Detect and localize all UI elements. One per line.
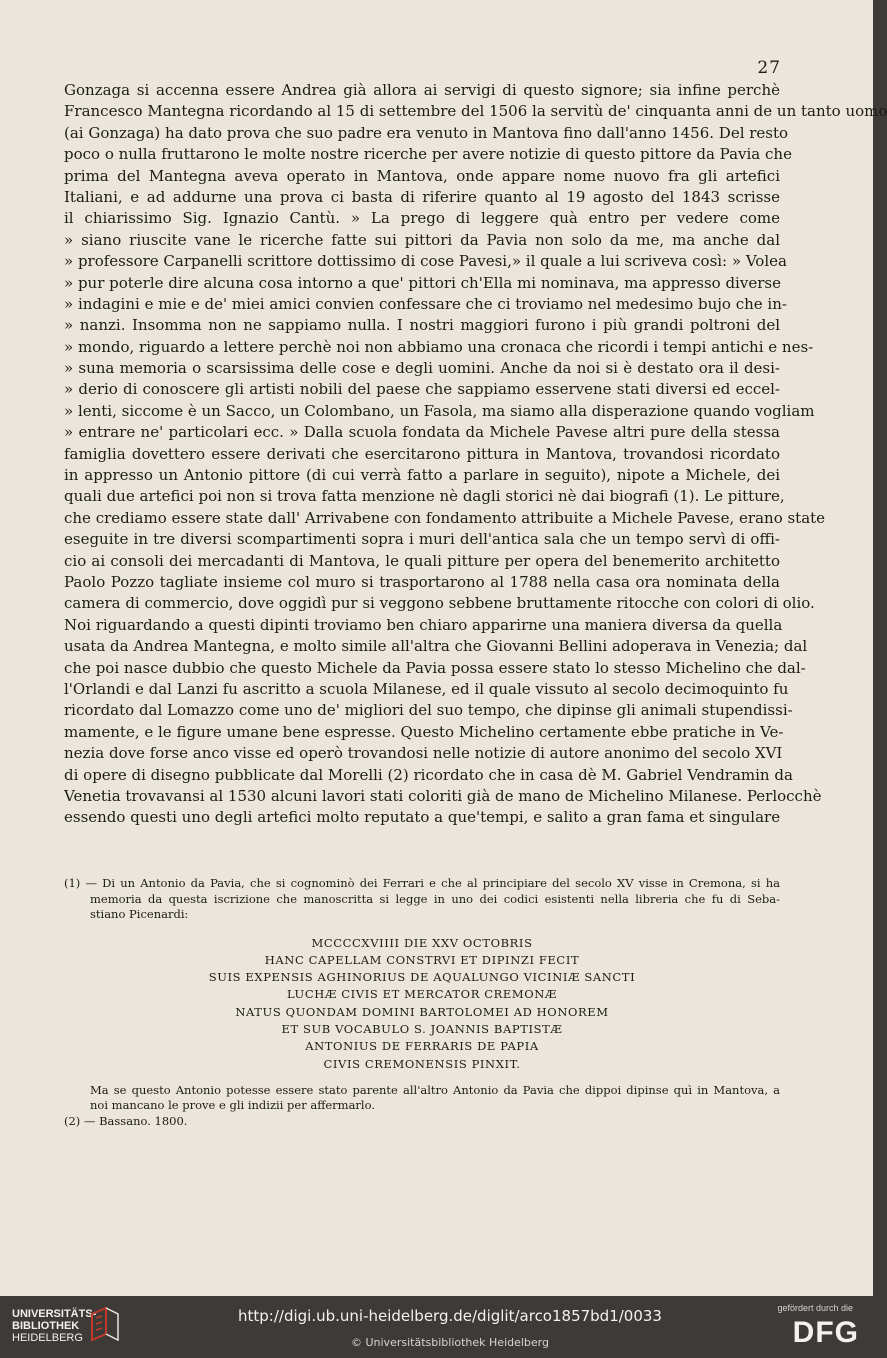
text-line: MCCCCXVIIII DIE XXV OCTOBRIS xyxy=(311,935,533,950)
text-line: (ai Gonzaga) ha dato prova che suo padre era venuto in Mantova fino dall'anno 1456. Del resto xyxy=(64,123,789,142)
dfg-label: gefördert durch die xyxy=(777,1303,853,1313)
text-line: » nanzi. Insomma non ne sappiamo nulla. I nostri maggiori furono i più grandi poltroni del xyxy=(64,316,780,335)
text-line: » professore Carpanelli scrittore dottissimo di cose Pavesi,» il quale a lui scriveva così: » Volea xyxy=(64,252,787,271)
text-line: stiano Picenardi: xyxy=(90,907,189,921)
text-line: SUIS EXPENSIS AGHINORIUS DE AQUALUNGO VICINIÆ SANCTI xyxy=(208,970,636,985)
text-line: HANC CAPELLAM CONSTRVI ET DIPINZI FECIT xyxy=(264,952,580,967)
text-line: » suna memoria o scarsissima delle cose e degli uomini. Anche da noi si è destato ora il desi- xyxy=(64,359,780,378)
text-line: (1) — Di un Antonio da Pavia, che si cognominò dei Ferrari e che al principiare del secolo XV visse in Cremona, si ha xyxy=(64,876,780,890)
text-line: prima del Mantegna aveva operato in Mantova, onde appare nome nuovo fra gli artefici xyxy=(64,166,780,185)
text-line: l'Orlandi e dal Lanzi fu ascritto a scuola Milanese, ed il quale vissuto al secolo decimoquinto fu xyxy=(64,679,789,698)
viewer-footer xyxy=(0,1296,873,1358)
text-line: » derio di conoscere gli artisti nobili del paese che sappiamo esservene stati diversi ed eccel- xyxy=(64,380,780,399)
text-line: ET SUB VOCABULO S. JOANNIS BAPTISTÆ xyxy=(281,1021,563,1036)
text-line: Italiani, e ad addurne una prova ci basta di riferire quanto al 19 agosto del 1843 scrisse xyxy=(64,187,780,206)
inscription xyxy=(64,935,780,1073)
text-line: eseguite in tre diversi scompartimenti sopra i muri dell'antica sala che un tempo servì di offi- xyxy=(64,530,780,549)
text-line: » indagini e mie e de' miei amici convien confessare che ci troviamo nel medesimo bujo che in- xyxy=(64,294,787,313)
footnote-2: (2) — Bassano. 1800. xyxy=(64,1113,188,1128)
university-library-logo[interactable] xyxy=(12,1308,96,1344)
text-line: Venetia trovavansi al 1530 alcuni lavori stati coloriti già de mano de Michelino Milanese. Perlocchè xyxy=(64,786,822,805)
footnotes xyxy=(64,876,780,1129)
text-line: Ma se questo Antonio potesse essere stato parente all'altro Antonio da Pavia che dippoi dipinse quì in Mantova, a xyxy=(90,1082,780,1097)
text-line: LUCHÆ CIVIS ET MERCATOR CREMONÆ xyxy=(286,987,558,1002)
page-number: 27 xyxy=(757,58,781,78)
text-line: NATUS QUONDAM DOMINI BARTOLOMEI AD HONOREM xyxy=(235,1004,609,1019)
text-line: memoria da questa iscrizione che manoscritta si legge in uno dei codici esistenti nella libreria che fu di Seba- xyxy=(90,891,780,906)
logo-line: HEIDELBERG xyxy=(12,1332,83,1344)
text-line: mamente, e le figure umane bene espresse. Questo Michelino certamente ebbe pratiche in Ve- xyxy=(64,722,784,741)
text-line: » pur poterle dire alcuna cosa intorno a que' pittori ch'Ella mi nominava, ma appresso diverse xyxy=(64,273,781,292)
body-text xyxy=(64,80,887,829)
text-line: ricordato dal Lomazzo come uno de' migliori del suo tempo, che dipinse gli animali stupendissi- xyxy=(64,701,793,720)
text-line: » siano riuscite vane le ricerche fatte sui pittori da Pavia non solo da me, ma anche dal xyxy=(64,230,780,249)
text-line: » mondo, riguardo a lettere perchè noi non abbiamo una cronaca che ricordi i tempi antichi e nes- xyxy=(64,337,814,356)
text-line: essendo questi uno degli artefici molto reputato a que'tempi, e salito a gran fama et singulare xyxy=(64,808,781,827)
text-line: CIVIS CREMONENSIS PINXIT. xyxy=(323,1056,521,1071)
text-line: camera di commercio, dove oggidì pur si veggono sebbene bruttamente ritocche con colori di olio. xyxy=(64,594,815,613)
text-line: cio ai consoli dei mercadanti di Mantova, le quali pitture per opera del benemerito architetto xyxy=(64,551,780,570)
text-line: » lenti, siccome è un Sacco, un Colombano, un Fasola, ma siamo alla disperazione quando vogliam xyxy=(64,401,815,420)
footnote-1 xyxy=(64,876,780,923)
library-emblem-icon xyxy=(88,1304,122,1344)
text-line: che crediamo essere state dall' Arrivabene con fondamento attribuite a Michele Pavese, erano state xyxy=(64,508,826,527)
text-line: noi mancano le prove e gli indizii per affermarlo. xyxy=(90,1098,375,1113)
text-line: poco o nulla fruttarono le molte nostre ricerche per avere notizie di questo pittore da Pavia che xyxy=(64,145,792,164)
dfg-logo[interactable]: DFG xyxy=(792,1316,859,1349)
text-line: Francesco Mantegna ricordando al 15 di settembre del 1506 la servitù de' cinquanta anni de un tanto uomo xyxy=(64,102,887,121)
text-line: nezia dove forse anco visse ed operò trovandosi nelle notizie di autore anonimo del secolo XVI xyxy=(64,744,783,763)
permalink-url[interactable]: http://digi.ub.uni-heidelberg.de/diglit/arco1857bd1/0033 xyxy=(238,1307,662,1325)
text-line: di opere di disegno pubblicate dal Morelli (2) ricordato che in casa dè M. Gabriel Vendramin da xyxy=(64,765,793,784)
text-line: quali due artefici poi non si trova fatta menzione nè dagli storici nè dai biografi (1). Le pitture, xyxy=(64,487,785,506)
footnote-1-continuation xyxy=(64,1083,780,1114)
text-line: il chiarissimo Sig. Ignazio Cantù. » La prego di leggere quà entro per vedere come xyxy=(64,209,780,228)
copyright-notice: © Universitätsbibliothek Heidelberg xyxy=(350,1336,549,1349)
text-line: in appresso un Antonio pittore (di cui verrà fatto a parlare in seguito), nipote a Michele, dei xyxy=(64,466,780,485)
text-line: ANTONIUS DE FERRARIS DE PAPIA xyxy=(305,1039,539,1054)
text-line: famiglia dovettero essere derivati che esercitarono pittura in Mantova, trovandosi ricordato xyxy=(64,444,780,463)
text-line: Gonzaga si accenna essere Andrea già allora ai servigi di questo signore; sia infine perchè xyxy=(64,81,780,99)
logo-line: BIBLIOTHEK xyxy=(12,1320,80,1332)
text-line: Noi riguardando a questi dipinti troviamo ben chiaro apparirne una maniera diversa da quella xyxy=(64,615,783,634)
logo-line: UNIVERSITÄTS- xyxy=(12,1308,97,1320)
text-line: usata da Andrea Mantegna, e molto simile all'altra che Giovanni Bellini adoperava in Venezia; dal xyxy=(64,637,808,656)
text-line: che poi nasce dubbio che questo Michele da Pavia possa essere stato lo stesso Michelino che dal- xyxy=(64,658,806,677)
text-line: Paolo Pozzo tagliate insieme col muro si trasportarono al 1788 nella casa ora nominata della xyxy=(64,572,780,591)
text-line: » entrare ne' particolari ecc. » Dalla scuola fondata da Michele Pavese altri pure della stessa xyxy=(64,423,780,442)
